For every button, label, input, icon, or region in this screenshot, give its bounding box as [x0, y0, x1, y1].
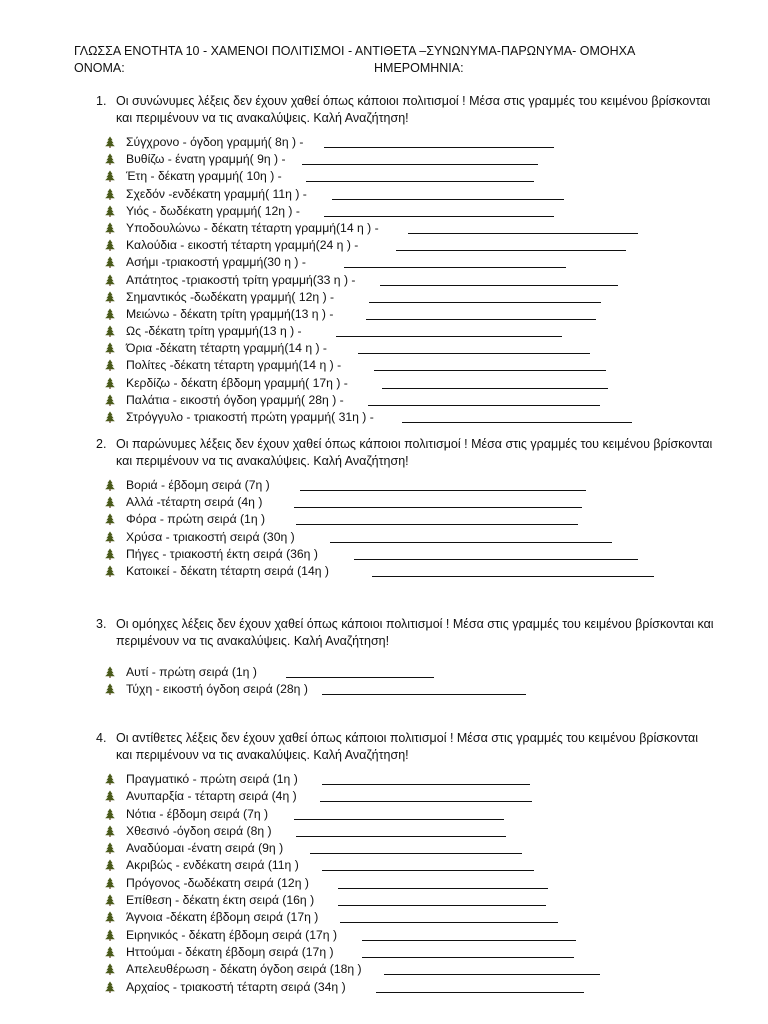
tree-icon [104, 411, 116, 423]
word-prompt: Σημαντικός -δωδέκατη γραμμή( 12η ) - [126, 289, 335, 304]
question-instruction [96, 730, 716, 764]
tree-icon [104, 205, 116, 217]
word-prompt: Αλλά -τέταρτη σειρά (4η ) [126, 495, 263, 510]
list-item [0, 289, 716, 306]
list-item [0, 823, 716, 840]
tree-icon [104, 513, 116, 525]
word-prompt: Ειρηνικός - δέκατη έβδομη σειρά (17η ) [126, 927, 338, 942]
list-item [0, 771, 716, 788]
answer-blank[interactable] [338, 877, 548, 889]
list-item [0, 944, 716, 961]
word-prompt: Κατοικεί - δέκατη τέταρτη σειρά (14η ) [126, 563, 329, 578]
tree-icon [104, 683, 116, 695]
word-prompt: Καλούδια - εικοστή τέταρτη γραμμή(24 η ) - [126, 238, 359, 253]
question-section-4 [96, 730, 716, 996]
answer-blank[interactable] [286, 666, 434, 678]
list-item [0, 237, 716, 254]
word-prompt: Υιός - δωδέκατη γραμμή( 12η ) - [126, 203, 300, 218]
word-prompt: Πραγματικό - πρώτη σειρά (1η ) [126, 772, 298, 786]
list-item [0, 857, 716, 874]
word-prompt: Ασήμι -τριακοστή γραμμή(30 η ) - [126, 255, 306, 270]
list-item [0, 151, 716, 168]
word-prompt: Αυτί - πρώτη σειρά (1η ) [126, 665, 257, 679]
tree-icon [104, 136, 116, 148]
word-prompt: Πολίτες -δέκατη τέταρτη γραμμή(14 η ) - [126, 358, 342, 373]
tree-icon [104, 291, 116, 303]
tree-icon [104, 342, 116, 354]
tree-icon [104, 239, 116, 251]
question-section-1 [96, 93, 716, 426]
question-instruction [96, 436, 716, 470]
answer-blank[interactable] [372, 565, 654, 577]
tree-icon [104, 274, 116, 286]
tree-icon [104, 531, 116, 543]
answer-blank[interactable] [296, 825, 506, 837]
date-label: ΗΜΕΡΟΜΗΝΙΑ: [374, 61, 464, 75]
word-prompt: Στρόγγυλο - τριακοστή πρώτη γραμμή( 31η ) - [126, 410, 374, 424]
tree-icon [104, 877, 116, 889]
question-number: 1. [96, 94, 107, 108]
tree-icon [104, 981, 116, 993]
word-prompt: Πήγες - τριακοστή έκτη σειρά (36η ) [126, 546, 318, 561]
word-prompt: Απελευθέρωση - δέκατη όγδοη σειρά (18η ) [126, 962, 362, 977]
tree-icon [104, 666, 116, 678]
answer-blank[interactable] [322, 859, 534, 871]
word-prompt: Απάτητος -τριακοστή τρίτη γραμμή(33 η ) - [126, 272, 356, 287]
word-prompt: Μειώνω - δέκατη τρίτη γραμμή(13 η ) - [126, 306, 334, 321]
tree-icon [104, 153, 116, 165]
instruction-text: Οι παρώνυμες λέξεις δεν έχουν χαθεί όπως κάποιοι πολιτισμοί ! Μέσα στις γραμμές του κειμένου βρίσκονται και περιμένουν να τις ανακαλύψεις. Καλή Αναζήτηση! [116, 437, 713, 468]
header-title: ΓΛΩΣΣΑ ΕΝΟΤΗΤΑ 10 - ΧΑΜΕΝΟΙ ΠΟΛΙΤΙΣΜΟΙ - ΑΝΤΙΘΕΤΑ –ΣΥΝΩΝΥΜΑ-ΠΑΡΩΝΥΜΑ- ΟΜΟΗΧΑ [74, 44, 636, 58]
list-item [0, 494, 716, 511]
question-number: 3. [96, 617, 107, 631]
tree-icon [104, 808, 116, 820]
list-item [0, 927, 716, 944]
list-item [0, 664, 716, 681]
tree-icon [104, 188, 116, 200]
list-item [0, 357, 716, 374]
list-item [0, 340, 716, 357]
list-item [0, 306, 716, 323]
list-item [0, 254, 716, 271]
tree-icon [104, 170, 116, 182]
tree-icon [104, 946, 116, 958]
list-item [0, 220, 716, 237]
tree-icon [104, 222, 116, 234]
list-item [0, 186, 716, 203]
instruction-text: Οι αντίθετες λέξεις δεν έχουν χαθεί όπως κάποιοι πολιτισμοί ! Μέσα στις γραμμές του κειμένου βρίσκονται και περιμένουν να τις ανακαλύψεις. Καλή Αναζήτηση! [116, 731, 699, 762]
instruction-text: Οι συνώνυμες λέξεις δεν έχουν χαθεί όπως κάποιοι πολιτισμοί ! Μέσα στις γραμμές του κειμένου βρίσκονται και περιμένουν να τις ανακαλύψεις. Καλή Αναζήτηση! [116, 94, 711, 125]
question-number: 4. [96, 731, 107, 745]
word-prompt: Κερδίζω - δέκατη έβδομη γραμμή( 17η ) - [126, 375, 348, 390]
answer-blank[interactable] [332, 188, 564, 200]
word-prompt: Χθεσινό -όγδοη σειρά (8η ) [126, 823, 272, 838]
word-prompt: Πρόγονος -δωδέκατη σειρά (12η ) [126, 875, 309, 890]
answer-blank[interactable] [380, 274, 618, 286]
header-fields-row [74, 60, 724, 77]
list-item [0, 272, 716, 289]
answer-blank[interactable] [376, 981, 584, 993]
list-item [0, 563, 716, 580]
tree-icon [104, 496, 116, 508]
list-item [0, 203, 716, 220]
word-prompt: Άγνοια -δέκατη έβδομη σειρά (17η ) [126, 910, 319, 925]
list-item [0, 788, 716, 805]
tree-icon [104, 825, 116, 837]
answer-blank[interactable] [382, 377, 608, 389]
word-prompt: Βοριά - έβδομη σειρά (7η ) [126, 478, 270, 492]
question-section-2 [96, 436, 716, 580]
list-item [0, 392, 716, 409]
answer-blank[interactable] [336, 325, 562, 337]
answer-blank[interactable] [402, 411, 632, 423]
answer-blank[interactable] [384, 963, 600, 975]
answer-blank[interactable] [320, 790, 532, 802]
answer-blank[interactable] [362, 946, 574, 958]
tree-icon [104, 308, 116, 320]
word-prompt: Ακριβώς - ενδέκατη σειρά (11η ) [126, 858, 299, 873]
answer-blank[interactable] [369, 291, 601, 303]
word-prompt: Υποδουλώνω - δέκατη τέταρτη γραμμή(14 η ) - [126, 220, 379, 235]
answer-blank[interactable] [300, 479, 586, 491]
answer-blank[interactable] [324, 205, 554, 217]
tree-icon [104, 256, 116, 268]
answer-blank[interactable] [302, 153, 538, 165]
list-item [0, 979, 716, 996]
tree-icon [104, 479, 116, 491]
word-prompt: Ανυπαρξία - τέταρτη σειρά (4η ) [126, 789, 297, 804]
answer-blank[interactable] [354, 548, 638, 560]
tree-icon [104, 842, 116, 854]
word-prompt: Έτη - δέκατη γραμμή( 10η ) - [126, 169, 282, 184]
answer-blank[interactable] [322, 683, 526, 695]
answer-blank[interactable] [374, 359, 606, 371]
tree-icon [104, 894, 116, 906]
answer-blank[interactable] [408, 222, 638, 234]
question-number: 2. [96, 437, 107, 451]
answer-blank[interactable] [338, 894, 546, 906]
list-item [0, 477, 716, 494]
tree-icon [104, 911, 116, 923]
answer-blank[interactable] [294, 808, 504, 820]
list-item [0, 168, 716, 185]
answer-blank[interactable] [366, 308, 596, 320]
word-prompt: Σχεδόν -ενδέκατη γραμμή( 11η ) - [126, 186, 307, 201]
worksheet-header [74, 43, 724, 77]
question-instruction [96, 93, 716, 127]
tree-icon [104, 773, 116, 785]
tree-icon [104, 548, 116, 560]
tree-icon [104, 790, 116, 802]
answer-blank[interactable] [396, 239, 626, 251]
list-item [0, 875, 716, 892]
list-item [0, 529, 716, 546]
name-label: ΟΝΟΜΑ: [74, 61, 125, 75]
answer-blank[interactable] [310, 842, 522, 854]
answer-blank[interactable] [294, 496, 582, 508]
word-prompt: Βυθίζω - ένατη γραμμή( 9η ) - [126, 152, 286, 167]
word-list [96, 477, 716, 580]
word-prompt: Σύγχρονο - όγδοη γραμμή( 8η ) - [126, 135, 304, 149]
word-prompt: Παλάτια - εικοστή όγδοη γραμμή( 28η ) - [126, 392, 344, 407]
word-prompt: Αρχαίος - τριακοστή τέταρτη σειρά (34η ) [126, 979, 346, 994]
word-list [96, 664, 716, 697]
instruction-text: Οι ομόηχες λέξεις δεν έχουν χαθεί όπως κάποιοι πολιτισμοί ! Μέσα στις γραμμές του κειμένου βρίσκονται και περιμένουν να τις ανακαλύψεις. Καλή Αναζήτηση! [116, 617, 714, 648]
list-item [0, 546, 716, 563]
word-prompt: Νότια - έβδομη σειρά (7η ) [126, 806, 269, 821]
word-prompt: Αναδύομαι -ένατη σειρά (9η ) [126, 841, 284, 856]
list-item [0, 909, 716, 926]
list-item [0, 892, 716, 909]
tree-icon [104, 325, 116, 337]
list-item [0, 375, 716, 392]
tree-icon [104, 377, 116, 389]
answer-blank[interactable] [344, 256, 566, 268]
answer-blank[interactable] [340, 911, 558, 923]
list-item [0, 323, 716, 340]
tree-icon [104, 565, 116, 577]
answer-blank[interactable] [358, 342, 590, 354]
answer-blank[interactable] [322, 773, 530, 785]
list-item [0, 511, 716, 528]
tree-icon [104, 929, 116, 941]
word-list [96, 134, 716, 426]
question-section-3 [96, 616, 716, 697]
word-prompt: Ηττούμαι - δέκατη έβδομη σειρά (17η ) [126, 944, 334, 959]
list-item [0, 806, 716, 823]
answer-blank[interactable] [324, 136, 554, 148]
list-item [0, 134, 716, 151]
word-prompt: Επίθεση - δέκατη έκτη σειρά (16η ) [126, 893, 315, 908]
list-item [0, 681, 716, 698]
tree-icon [104, 963, 116, 975]
answer-blank[interactable] [296, 513, 578, 525]
word-prompt: Ως -δέκατη τρίτη γραμμή(13 η ) - [126, 324, 302, 339]
answer-blank[interactable] [330, 531, 612, 543]
list-item [0, 961, 716, 978]
answer-blank[interactable] [368, 394, 600, 406]
list-item [0, 840, 716, 857]
word-prompt: Φόρα - πρώτη σειρά (1η ) [126, 512, 266, 527]
tree-icon [104, 859, 116, 871]
tree-icon [104, 394, 116, 406]
list-item [0, 409, 716, 426]
question-instruction [96, 616, 716, 650]
word-list [96, 771, 716, 996]
word-prompt: Τύχη - εικοστή όγδοη σειρά (28η ) [126, 681, 308, 696]
tree-icon [104, 359, 116, 371]
answer-blank[interactable] [362, 929, 576, 941]
word-prompt: Όρια -δέκατη τέταρτη γραμμή(14 η ) - [126, 341, 327, 356]
answer-blank[interactable] [306, 170, 534, 182]
word-prompt: Χρύσα - τριακοστή σειρά (30η ) [126, 529, 295, 544]
